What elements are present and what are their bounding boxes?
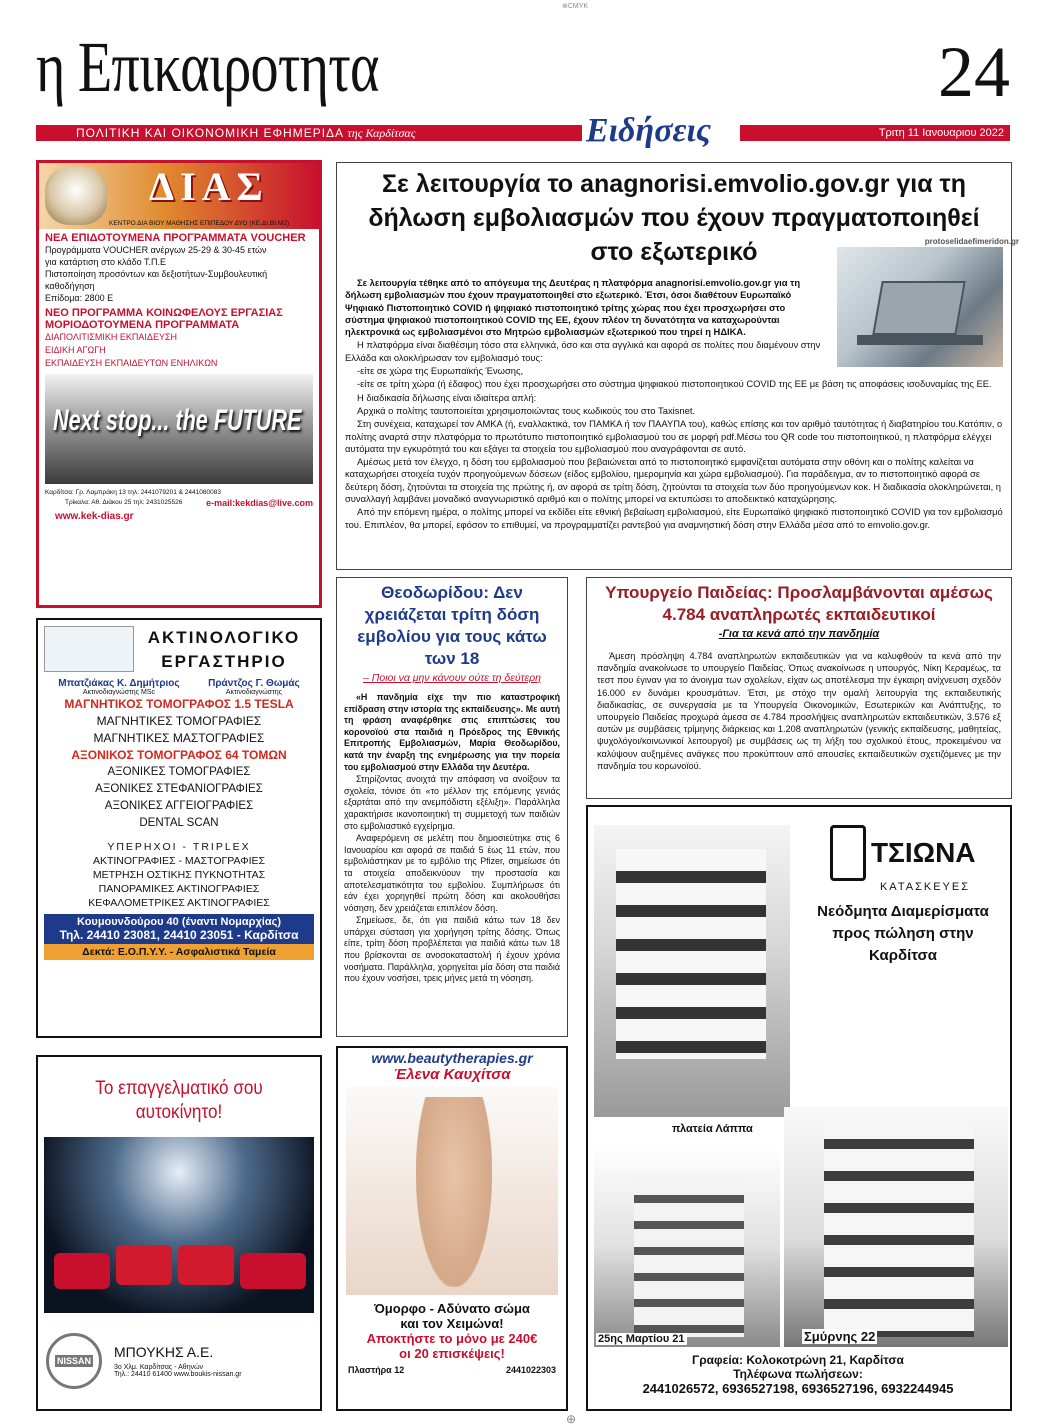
nissan-phone: Τηλ.: 24410 61400 [114, 1371, 172, 1378]
xray-other: ΜΕΤΡΗΣΗ ΟΣΤΙΚΗΣ ΠΥΚΝΟΤΗΤΑΣ [92, 869, 266, 881]
beauty-offer: οι 20 επισκέψεις! [399, 1346, 505, 1361]
crosshair-icon: ⊕ [562, 3, 568, 10]
dias-email[interactable]: e-mail:kekdias@live.com [206, 498, 313, 508]
crosshair-icon: ⊕ [566, 1412, 577, 1426]
xray-service: ΑΞΟΝΙΚΕΣ ΤΟΜΟΓΡΑΦΙΕΣ [107, 766, 251, 778]
theodoridou-paragraph: Σημείωσε, δε, ότι για παιδιά κάτω των 18 δεν υπάρχει σύσταση για χορήγηση τρίτης δόσης. Όπως είπε, τρίτη δόση προβλέπεται για παιδιά κάτω των 18 που βρίσκονται σε ανοσοκαταστολή ή έχουν χρόνια νοσήματα. Παράλληλα, χορηγείται μία δόση στα παιδιά που έχουν νοσήσει, τρεις μήνες μετά τη νόσηση. [344, 915, 560, 984]
masthead-title: η Επικαιροτητα [36, 27, 379, 107]
laptop-icon [872, 281, 966, 335]
theodoridou-article [336, 577, 568, 1037]
ad-nissan [36, 1055, 322, 1411]
dias-line: Πιστοποίηση προσόντων και δεξιοτήτων-Συμβουλευτική [45, 269, 268, 279]
ministry-body: Άμεση πρόσληψη 4.784 αναπληρωτών εκπαιδευτικών για να καλυφθούν τα κενά από την πανδημία ανακοίνωσε το υπουργείο Παιδείας. Όπως ανακοίνωσε η υπουργός, Νίκη Κεραμέως, τα τεστ που έγιναν για το άνοιγμα των σχολείων, είχαν ως αποτέλεσμα την έγκαιρη ανίχνευση σχεδόν 16.000 εν δυνάμει κρουσμάτων. Έτσι, με στόχο την ομαλή λειτουργία της εκπαιδευτικής διαδικασίας, σε συνεργασία με τα Υπουργεία Οικονομικών, Εσωτερικών και Ανάπτυξης, το υπουργείο Παιδείας προχωρά άμεσα σε 4.784 προσλήψεις αναπληρωτών εκπαιδευτικών, 3.576 εξ αυτών με συμβάσεις τρίμηνης διάρκειας και 1.208 αναπληρωτών (γενικής εκπαίδευσης, μαθητείας, ψυχολόγοι/κοινωνικοί λειτουργοί) με συμβάσεις ως τη λήξη του σχολικού έτους, προκειμένου να καλύψουν αυξημένες ανάγκες που προκύπτουν από απουσίες εκπαιδευτικών σχετιζόμενες με την πανδημία του κορωνοϊού. [597, 651, 1001, 771]
doctor-role: Ακτινοδιαγνώστης [225, 689, 283, 696]
tsiona-render-2 [594, 1147, 780, 1347]
masthead-subtitle-suffix: της Καρδίτσας [347, 126, 416, 140]
main-paragraph: Η διαδικασία δήλωσης είναι ιδιαίτερα απλή: [357, 391, 537, 403]
beauty-offer: Αποκτήστε το μόνο με 240€ [366, 1331, 538, 1346]
beauty-address: Πλαστήρα 12 [348, 1365, 405, 1375]
xray-other: ΠΑΝΟΡΑΜΙΚΕΣ ΑΚΤΙΝΟΓΡΑΦΙΕΣ [98, 883, 260, 895]
date-bar [740, 125, 1010, 141]
section-label: Ειδήσεις [586, 112, 712, 149]
tsiona-logo-sub: ΚΑΤΑΣΚΕΥΕΣ [879, 881, 971, 893]
main-paragraph: -είτε σε τρίτη χώρα (ή έδαφος) που έχει προσχωρήσει στο σύστημα ψηφιακού πιστοποιητικού COVID της ΕΕ με βάση τις αποφάσεις ισοδυναμίας της ΕΕ. [357, 378, 992, 390]
xray-service: ΜΑΓΝΗΤΙΚΕΣ ΤΟΜΟΓΡΑΦΙΕΣ [96, 714, 262, 728]
main-paragraph: Η πλατφόρμα είναι διαθέσιμη τόσο στα ελληνικά, όσο και στα αγγλικά και αφορά σε πολίτες που διαμένουν στην Ελλάδα και ολοκλήρωσαν τον εμβολιασμό τους: [345, 339, 821, 363]
main-paragraph: Στη συνέχεια, καταχωρεί τον ΑΜΚΑ (ή, εναλλακτικά, τον ΠΑΜΚΑ ή τον ΠΑΑΥΠΑ του), καθώς επίσης και τον αριθμό ταυτότητας ή διαβατηρίου του.Κατόπιν, ο πολίτης αναρτά στην πλατφόρμα το πρωτότυπο πιστοποιητικό εμβολιασμού του σε μορφή pdf.Μέσω του QR code του πιστοποιητικού, η πλατφόρμα ελέγχει αυτόματα την εγκυρότητά του και εξάγει τα στοιχεία του εμβολιασμού που αναγράφονται σε αυτό. [345, 418, 1003, 454]
main-paragraph: Αμέσως μετά τον έλεγχο, η δόση του εμβολιασμού που βεβαιώνεται από το πιστοποιητικό εμφανίζεται αυτόματα στην οθόνη και ο πολίτης καλείται να καταχωρήσει στοιχεία τυχόν προηγούμενων δόσεων (είδος εμβολίου, ημερομηνία και χώρα εμβολιασμού). Για παράδειγμα, αν το πιστοποιητικό αφορά σε δεύτερη δόση, ζητούνται τα στοιχεία της πρώτης ή, αν αφορά σε τρίτη δόση, ζητούνται τα στοιχεία των δύο προηγούμενων κοκ. Η διαδικασία ολοκληρώνεται, η συναλλαγή λαμβάνει μοναδικό αναγνωριστικό αριθμό και ο πολίτης μπορεί να εκτυπώσει το αποδεικτικό καταχώρησης. [345, 456, 1001, 505]
xray-service: DENTAL SCAN [139, 817, 219, 829]
main-paragraph: Από την επόμενη ημέρα, ο πολίτης μπορεί να εκδίδει είτε εθνική βεβαίωση εμβολιασμού, είτε Ευρωπαϊκό ψηφιακό πιστοποιητικό COVID για τον εμβολιασμό του. Επιπλέον, θα μπορεί, εφόσον το επιθυμεί, να προγραμματίζει ραντεβού για αναμνηστική δόση στην Ελλάδα μέσα από το emvolio.gov.gr. [345, 506, 1003, 530]
tsiona-title: προς πώληση στην [832, 925, 974, 942]
main-headline: Σε λειτουργία το anagnorisi.emvolio.gov.gr για τη δήλωση εμβολιασμών που έχουν πραγματοποιηθεί στο εξωτερικό [368, 170, 980, 266]
dias-website[interactable]: www.kek-dias.gr [55, 511, 134, 522]
beauty-line: και τον Χειμώνα! [400, 1316, 504, 1331]
xray-address: Κουμουνδούρου 40 (έναντι Νομαρχίας) [77, 916, 281, 928]
dias-heading1: ΝΕΑ ΕΠΙΔΟΤΟΥΜΕΝΑ ΠΡΟΓΡΑΜΜΑΤΑ VOUCHER [45, 232, 306, 244]
ad-beauty [336, 1046, 568, 1411]
watermark: protoselidaefimeridon.gr [924, 237, 1019, 246]
xray-other: ΑΚΤΙΝΟΓΡΑΦΙΕΣ - ΜΑΣΤΟΓΡΑΦΙΕΣ [92, 855, 266, 867]
beauty-website[interactable]: www.beautytherapies.gr [371, 1050, 533, 1066]
main-paragraph: Αρχικά ο πολίτης ταυτοποιείται χρησιμοποιώντας τους κωδικούς του στο Taxisnet. [357, 404, 696, 416]
theodoridou-subhead: – Ποιοι να μην κάνουν ούτε τη δεύτερη [362, 672, 542, 684]
main-photo [837, 247, 1003, 367]
xray-service: ΑΞΟΝΙΚΕΣ ΑΓΓΕΙΟΓΡΑΦΙΕΣ [104, 800, 254, 812]
dias-banner-text: Next stop... the FUTURE [53, 404, 302, 437]
doctor-role: Ακτινοδιαγνώστης MSc [82, 689, 156, 696]
dias-tagline: ΚΕΝΤΡΟ ΔΙΑ ΒΙΟΥ ΜΑΘΗΣΗΣ ΕΠΙΠΕΔΟΥ ΔΥΟ (ΚΕ.ΔΙ.ΒΙ.Μ2) [109, 220, 290, 227]
xray-ct: ΑΞΟΝΙΚΟΣ ΤΟΜΟΓΡΑΦΟΣ 64 ΤΟΜΩΝ [71, 748, 287, 762]
beauty-model-image [346, 1087, 558, 1295]
tsiona-logo-icon [830, 825, 866, 881]
doctor-name: Μπατζιάκας Κ. Δημήτριος [58, 678, 180, 689]
dias-line: Προγράμματα VOUCHER ανέργων 25-29 & 30-45 ετών [45, 245, 267, 255]
theodoridou-lead: «Η πανδημία είχε την πιο καταστροφική επίδραση στην ιστορία της εκπαίδευσης». Με αυτή τη φράση αναφέρθηκε στις επιπτώσεις του κορονοϊού στα παιδιά η Πρόεδρος της Εθνικής Επιτροπής Εμβολιασμών, Μαρία Θεοδωρίδου, κατά την έναρξη της ενημέρωσης για την πορεία του εμβολιασμού στην Ελλάδα την Δευτέρα. [344, 692, 560, 772]
dias-red-line: ΕΙΔΙΚΗ ΑΓΩΓΗ [45, 345, 106, 355]
nissan-website[interactable]: www.boukis-nissan.gr [173, 1371, 242, 1378]
tsiona-phones: 2441026572, 6936527198, 6936527196, 6932244945 [642, 1381, 954, 1396]
doctor-name: Πράντζος Γ. Θωμάς [208, 678, 300, 689]
masthead-subtitle: ΠΟΛΙΤΙΚΗ ΚΑΙ ΟΙΚΟΝΟΜΙΚΗ ΕΦΗΜΕΡΙΔΑ [76, 126, 345, 140]
dias-logo-panel [39, 163, 319, 229]
ad-xray [36, 618, 322, 1038]
ad-tsiona [586, 805, 1012, 1411]
ministry-headline: Υπουργείο Παιδείας: Προσλαμβάνονται αμέσως 4.784 αναπληρωτές εκπαιδευτικοί [605, 583, 993, 624]
xray-insurance: Δεκτά: Ε.Ο.Π.Υ.Υ. - Ασφαλιστικά Ταμεία [44, 944, 314, 960]
dias-address: Τρίκαλα: Αθ. Διάκου 25 τηλ: 2431025526 [65, 499, 183, 506]
dias-heading3: ΜΟΡΙΟΔΟΤΟΥΜΕΝΑ ΠΡΟΓΡΑΜΜΑΤΑ [45, 319, 240, 331]
beauty-line: Όμορφο - Αδύνατο σώμα [374, 1301, 530, 1316]
dias-banner-image [45, 374, 313, 484]
nissan-headline: Το επαγγελματικό σου αυτοκίνητο! [95, 1078, 263, 1123]
beauty-phone: 2441022303 [505, 1365, 556, 1375]
xray-mri: ΜΑΓΝΗΤΙΚΟΣ ΤΟΜΟΓΡΑΦΟΣ 1.5 TESLA [64, 697, 294, 711]
tsiona-render-3 [784, 1107, 1008, 1347]
main-paragraph: -είτε σε χώρα της Ευρωπαϊκής Ένωσης, [357, 365, 524, 377]
dias-logo: ΔΙΑΣ [149, 164, 269, 209]
tsiona-phones-label: Τηλέφωνα πωλήσεων: [733, 1367, 863, 1381]
dias-red-line: ΕΚΠΑΙΔΕΥΣΗ ΕΚΠΑΙΔΕΥΤΩΝ ΕΝΗΛΙΚΩΝ [45, 358, 218, 368]
ministry-subhead: -Για τα κενά από την πανδημία [718, 628, 880, 640]
xray-contact [44, 914, 314, 944]
body-silhouette-icon [416, 1097, 492, 1287]
nissan-logo-icon [46, 1333, 102, 1389]
page-number: 24 [938, 32, 1010, 112]
xray-phones: Τηλ. 24410 23081, 24410 23051 - Καρδίτσα [59, 928, 299, 942]
xray-other: ΥΠΕΡΗΧΟΙ - TRIPLEX [107, 841, 251, 853]
xray-service: ΜΑΓΝΗΤΙΚΕΣ ΜΑΣΤΟΓΡΑΦΙΕΣ [93, 731, 265, 745]
issue-date: Τριτη 11 Ιανουαριου 2022 [878, 127, 1004, 139]
dias-line: για κατάρτιση στο κλάδο Τ.Π.Ε [45, 257, 166, 267]
dias-address: Καρδίτσα: Γρ. Λαμπράκη 13 τηλ: 2441079201 & 2441080083 [45, 489, 221, 496]
tsiona-title: Καρδίτσα [868, 947, 937, 964]
xray-logo-icon [44, 626, 134, 672]
xray-title: ΕΡΓΑΣΤΗΡΙΟ [161, 652, 287, 671]
tsiona-office: Γραφεία: Κολοκοτρώνη 21, Καρδίτσα [692, 1353, 904, 1367]
registration-mark: ⊕CMYK [562, 3, 589, 10]
nissan-company: ΜΠΟΥΚΗΣ Α.Ε. [114, 1344, 214, 1360]
tsiona-title: Νεόδμητα Διαμερίσματα [817, 903, 989, 920]
dias-heading2: ΝΕΟ ΠΡΟΓΡΑΜΜΑ ΚΟΙΝΩΦΕΛΟΥΣ ΕΡΓΑΣΙΑΣ [45, 307, 283, 319]
tsiona-location: πλατεία Λάππα [672, 1123, 753, 1135]
main-article [336, 162, 1019, 570]
ministry-article [586, 577, 1012, 799]
nissan-vans-image [44, 1137, 314, 1313]
theodoridou-paragraph: Στηρίζοντας ανοιχτά την απόφαση να ανοίξουν τα σχολεία, τόνισε ότι «το μέλλον της επόμενης γενιάς εξαρτάται από την ανεμπόδιστη εξέλιξη». Παράλληλα χαρακτήρισε ικανοποιητική τη συμμετοχή των παιδιών στο εμβολιαστικό εγχείρημα. [344, 774, 560, 831]
nissan-address: 3ο Χλμ. Καρδίτσας - Αθηνών [114, 1364, 204, 1371]
theodoridou-headline: Θεοδωρίδου: Δεν χρειάζεται τρίτη δόση εμβολίου για τους κάτω των 18 [357, 583, 547, 668]
masthead-bar [36, 125, 582, 141]
dias-red-line: ΔΙΑΠΟΛΙΤΙΣΜΙΚΗ ΕΚΠΑΙΔΕΥΣΗ [45, 332, 178, 342]
xray-service: ΑΞΟΝΙΚΕΣ ΣΤΕΦΑΝΙΟΓΡΑΦΙΕΣ [95, 783, 263, 795]
tsiona-render-1 [594, 825, 790, 1117]
main-lead: Σε λειτουργία τέθηκε από το απόγευμα της Δευτέρας η πλατφόρμα anagnorisi.emvolio.gov.gr για τη δήλωση εμβολιασμών που έχουν πραγματοποιηθεί στο εξωτερικό. Έτσι, όσοι διαθέτουν Ευρωπαϊκό Ψηφιακό Πιστοποιητικό COVID ή ψηφιακό πιστοποιητικό τρίτης χώρας που έχει προσχωρήσει στο σύστημα ψηφιακού πιστοποιητικού COVID της ΕΕ, έχουν πλέον τη δυνατότητα να καταχωρούνται ηλεκτρονικά ως εμβολιασμένοι στο Μητρώο εμβολιασμών εξωτερικού που τηρεί η ΗΔΙΚΑ. [345, 277, 801, 338]
xray-title: ΑΚΤΙΝΟΛΟΓΙΚΟ [147, 628, 301, 647]
xray-other: ΚΕΦΑΛΟΜΕΤΡΙΚΕΣ ΑΚΤΙΝΟΓΡΑΦΙΕΣ [88, 897, 270, 909]
theodoridou-paragraph: Αναφερόμενη σε μελέτη που δημοσιεύτηκε στις 6 Ιανουαρίου και αφορά σε παιδιά 5 έως 11 ετών, που εμβολιάστηκαν με το εμβόλιο της Pfizer, σημείωσε ότι τα στοιχεία αποδεικνύουν την προστασία και αποτελεσματικότητα του εμβολίου. Συμπλήρωσε ότι εάν έχει χορηγηθεί πρώτη δόση και ακολουθήσει νόσηση, δεν χρειάζεται επιπλέον δόση. [344, 833, 560, 913]
tsiona-location: 25ης Μαρτίου 21 [598, 1333, 685, 1345]
dias-line: καθοδήγηση [45, 281, 95, 291]
nissan-brand: NISSAN [56, 1356, 91, 1366]
ad-dias [36, 160, 322, 608]
dias-statue-icon [45, 167, 107, 225]
dias-line: Επίδομα: 2800 Ε [45, 293, 114, 303]
tsiona-location: Σμύρνης 22 [804, 1329, 876, 1344]
tsiona-logo: ΤΣΙΩΝΑ [870, 837, 976, 868]
beauty-name: Έλενα Καυχίτσα [393, 1066, 511, 1083]
